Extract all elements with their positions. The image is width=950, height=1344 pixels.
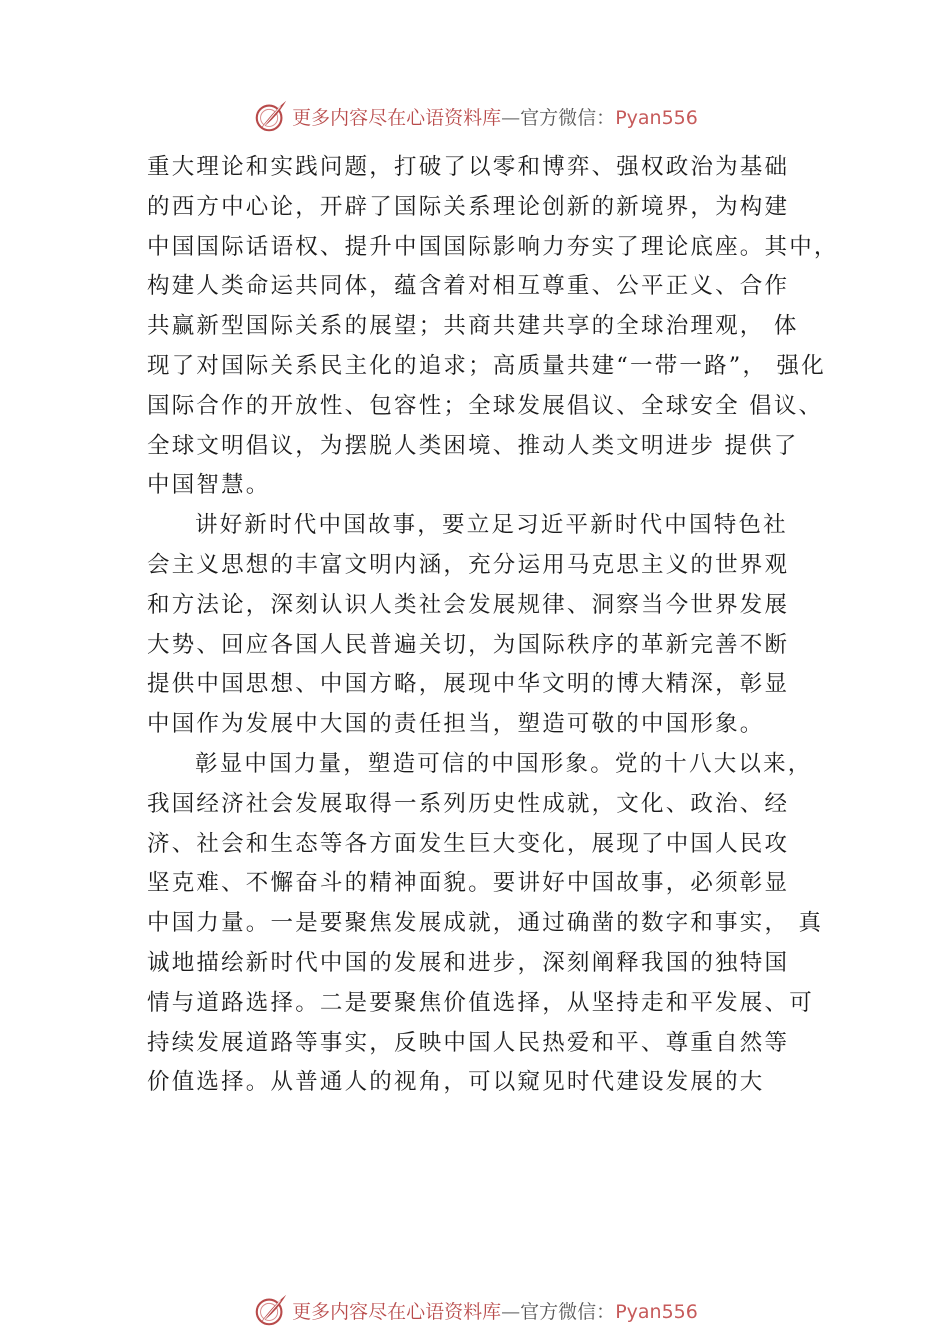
quill-logo-icon bbox=[252, 97, 290, 135]
watermark-dash: — bbox=[501, 106, 521, 129]
text-line: 济、社会和生态等各方面发生巨大变化，展现了中国人民攻 bbox=[147, 830, 790, 857]
text-line: 提供中国思想、中国方略，展现中华文明的博大精深，彰显 bbox=[147, 671, 790, 698]
watermark-text bbox=[292, 1297, 698, 1324]
text-line: 全球文明倡议，为摆脱人类困境、推动人类文明进步 提供了 bbox=[147, 432, 799, 459]
header-watermark bbox=[0, 96, 950, 136]
text-line: 中国力量。一是要聚焦发展成就，通过确凿的数字和事实， 真 bbox=[147, 910, 824, 937]
text-line: 价值选择。从普通人的视角，可以窥见时代建设发展的大 bbox=[147, 1069, 765, 1096]
watermark-text bbox=[292, 103, 698, 130]
text-line: 中国智慧。 bbox=[147, 472, 271, 499]
watermark-official: 官方微信： bbox=[520, 1300, 616, 1323]
text-line: 讲好新时代中国故事，要立足习近平新时代中国特色社 bbox=[195, 512, 788, 539]
text-line: 共赢新型国际关系的展望；共商共建共享的全球治理观， 体 bbox=[147, 313, 799, 340]
text-line: 构建人类命运共同体，蕴含着对相互尊重、公平正义、合作 bbox=[147, 273, 790, 300]
text-line: 会主义思想的丰富文明内涵，充分运用马克思主义的世界观 bbox=[147, 551, 790, 578]
document-body bbox=[147, 148, 837, 1103]
text-line: 中国国际话语权、提升中国国际影响力夯实了理论底座。其中， bbox=[147, 233, 839, 260]
text-line: 和方法论，深刻认识人类社会发展规律、洞察当今世界发展 bbox=[147, 591, 790, 618]
text-line: 大势、回应各国人民普遍关切，为国际秩序的革新完善不断 bbox=[147, 631, 790, 658]
text-line: 我国经济社会发展取得一系列历史性成就，文化、政治、经 bbox=[147, 790, 790, 817]
text-line: 重大理论和实践问题，打破了以零和博弈、强权政治为基础 bbox=[147, 154, 790, 180]
text-line: 诚地描绘新时代中国的发展和进步，深刻阐释我国的独特国 bbox=[147, 949, 790, 976]
text-line: 坚克难、不懈奋斗的精神面貌。要讲好中国故事，必须彰显 bbox=[147, 870, 790, 897]
text-line: 的西方中心论，开辟了国际关系理论创新的新境界，为构建 bbox=[147, 193, 790, 220]
text-line: 持续发展道路等事实，反映中国人民热爱和平、尊重自然等 bbox=[147, 1029, 790, 1056]
quill-logo-icon bbox=[252, 1291, 290, 1329]
text-line: 国际合作的开放性、包容性；全球发展倡议、全球安全 倡议、 bbox=[147, 392, 824, 419]
watermark-dash: — bbox=[501, 1300, 521, 1323]
text-line: 中国作为发展中大国的责任担当，塑造可敬的中国形象。 bbox=[147, 711, 765, 738]
text-line: 彰显中国力量，塑造可信的中国形象。党的十八大以来， bbox=[195, 750, 813, 777]
watermark-main: 更多内容尽在心语资料库 bbox=[292, 1300, 502, 1323]
text-line: 情与道路选择。二是要聚焦价值选择，从坚持走和平发展、可 bbox=[147, 989, 814, 1016]
watermark-main: 更多内容尽在心语资料库 bbox=[292, 106, 502, 129]
watermark-id: Pyan556 bbox=[615, 1300, 698, 1323]
footer-watermark bbox=[0, 1290, 950, 1330]
watermark-id: Pyan556 bbox=[615, 106, 698, 129]
watermark-official: 官方微信： bbox=[520, 106, 616, 129]
text-line: 现了对国际关系民主化的追求；高质量共建“一带一路”， 强化 bbox=[147, 352, 826, 379]
